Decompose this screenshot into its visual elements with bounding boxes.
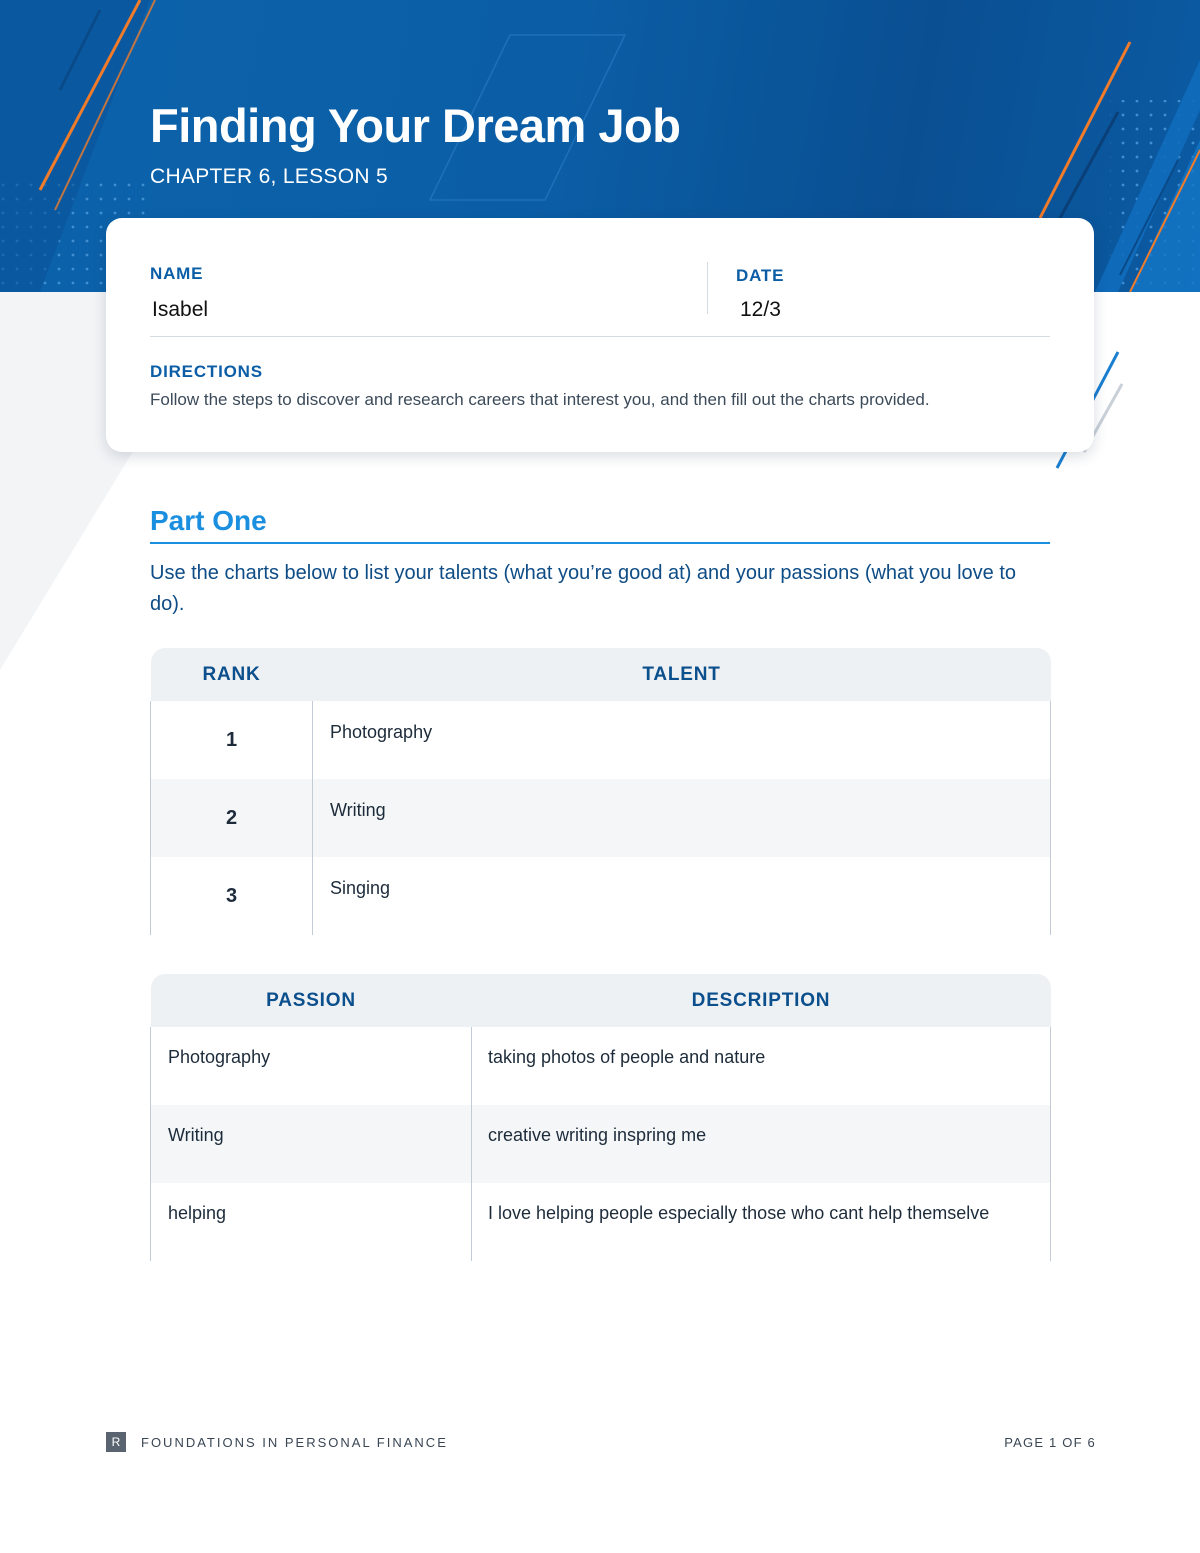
passion-cell[interactable]: helping	[151, 1183, 472, 1261]
table-row	[151, 1027, 1051, 1105]
talent-table	[150, 648, 1051, 935]
date-field[interactable]: 12/3	[740, 298, 781, 321]
passion-column-header: PASSION	[151, 974, 472, 1027]
passion-table	[150, 974, 1051, 1261]
rank-cell: 2	[151, 779, 313, 857]
directions-label: DIRECTIONS	[150, 362, 263, 381]
section-intro: Use the charts below to list your talents (what you’re good at) and your passions (what you love to do).	[150, 562, 1017, 615]
brand-logo-icon: R	[106, 1432, 126, 1452]
rank-column-header: RANK	[151, 648, 313, 701]
footer	[106, 1432, 1096, 1454]
description-cell[interactable]: I love helping people especially those who cant help themselve	[472, 1183, 1051, 1261]
passion-table-header	[151, 974, 1051, 1027]
talent-cell[interactable]: Singing	[313, 857, 1051, 935]
name-label: NAME	[150, 264, 204, 283]
rank-cell: 1	[151, 701, 313, 779]
name-field[interactable]: Isabel	[152, 298, 209, 321]
description-column-header: DESCRIPTION	[472, 974, 1051, 1027]
footer-course-name: FOUNDATIONS IN PERSONAL FINANCE	[141, 1435, 448, 1450]
card-divider-horizontal	[150, 336, 1050, 337]
table-row	[151, 1105, 1051, 1183]
info-card	[106, 218, 1094, 452]
section-title-part-one: Part One	[150, 505, 267, 536]
description-cell[interactable]: creative writing inspring me	[472, 1105, 1051, 1183]
description-cell[interactable]: taking photos of people and nature	[472, 1027, 1051, 1105]
table-row	[151, 1183, 1051, 1261]
talent-cell[interactable]: Photography	[313, 701, 1051, 779]
table-row	[151, 857, 1051, 935]
page-subtitle: CHAPTER 6, LESSON 5	[150, 165, 388, 188]
talent-table-header	[151, 648, 1051, 701]
date-label: DATE	[736, 266, 785, 285]
passion-cell[interactable]: Photography	[151, 1027, 472, 1105]
section-divider	[150, 542, 1050, 544]
page-title: Finding Your Dream Job	[150, 99, 681, 152]
table-row	[151, 779, 1051, 857]
table-row	[151, 701, 1051, 779]
card-divider-vertical	[707, 262, 708, 314]
talent-cell[interactable]: Writing	[313, 779, 1051, 857]
directions-text: Follow the steps to discover and research careers that interest you, and then fill out the charts provided.	[150, 390, 930, 409]
talent-column-header: TALENT	[313, 648, 1051, 701]
rank-cell: 3	[151, 857, 313, 935]
page-number: PAGE 1 OF 6	[1004, 1435, 1096, 1450]
passion-cell[interactable]: Writing	[151, 1105, 472, 1183]
